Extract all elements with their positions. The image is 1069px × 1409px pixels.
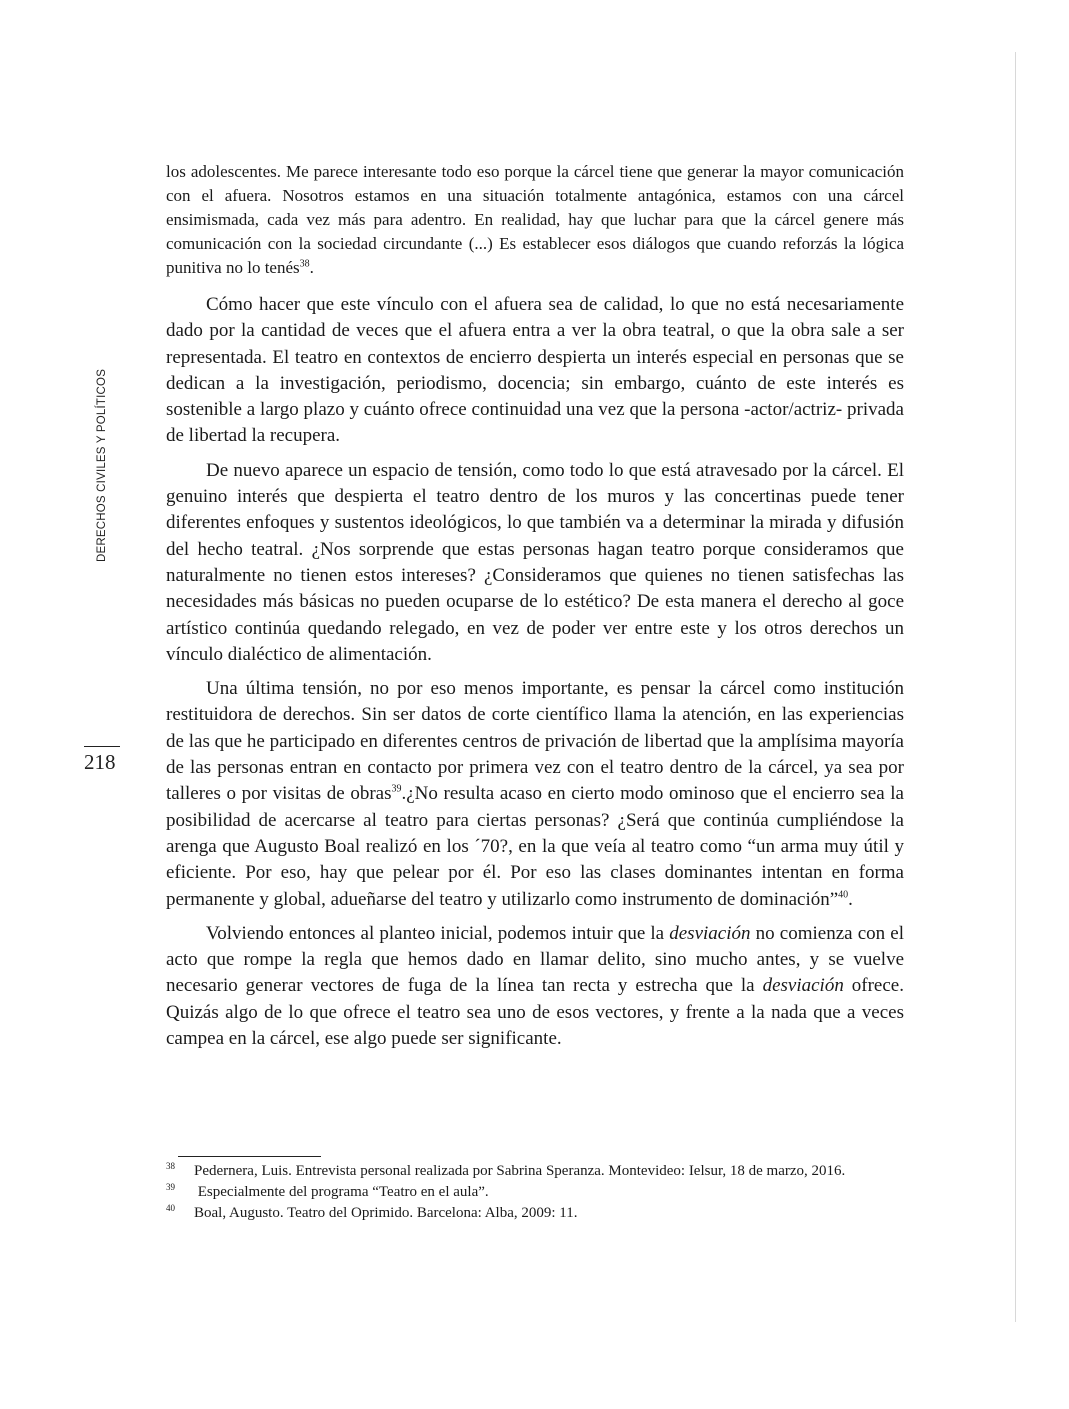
paragraph-3-part-1: Una última tensión, no por eso menos importante, es pensar la cárcel como institución restituidora de derechos. Sin ser datos de corte científico llama la atención, en las experiencias de las que he participado en diferentes centros de privación de libertad que la amplísima mayoría de las personas entran en contacto por primera vez con el teatro dentro de la cárcel, ya sea por talleres o por visitas de obras <box>166 678 904 805</box>
paragraph-4-part-a: Volviendo entonces al planteo inicial, podemos intuir que la <box>206 922 670 944</box>
footnote-text: Boal, Augusto. Teatro del Oprimido. Barcelona: Alba, 2009: 11. <box>194 1205 578 1221</box>
right-margin-rule <box>1015 52 1016 1322</box>
paragraph-4-part-c: ofrece. Quizás algo de lo que ofrece el teatro sea uno de esos vectores, y frente a la nada que a veces campea en la cárcel, ese algo puede ser significante. <box>166 975 904 1050</box>
italic-term-desviacion-1: desviación <box>669 922 751 944</box>
footnote-text: Pedernera, Luis. Entrevista personal realizada por Sabrina Speranza. Montevideo: Ielsur, 18 de marzo, 2016. <box>194 1163 846 1179</box>
paragraph-1: Cómo hacer que este vínculo con el afuera sea de calidad, lo que no está necesariamente dado por la cantidad de veces que el afuera entra a ver la obra teatral, o que la obra sale a ser representada. El teatro en contextos de encierro despierta un interés especial en personas que se dedican a la investigación, periodismo, docencia; sin embargo, cuánto de este interés es sostenible a largo plazo y cuánto ofrece continuidad una vez que la persona -actor/actriz- privada de libertad la recupera. <box>166 294 904 447</box>
page-number: 218 <box>84 750 116 774</box>
paragraph-3-part-3: . <box>848 888 853 910</box>
footnote-38: 38 Pedernera, Luis. Entrevista personal realizada por Sabrina Speranza. Montevideo: Ielsur, 18 de marzo, 2016. <box>166 1161 846 1179</box>
paragraph-2: De nuevo aparece un espacio de tensión, como todo lo que está atravesado por la cárcel. El genuino interés que despierta el teatro dentro de los muros y las concertinas puede tener diferentes enfoques y sustentos ideológicos, lo que también va a determinar la mirada y difusión del hecho teatral. ¿Nos sorprende que estas personas hagan teatro porque consideramos que naturalmente no tienen estos intereses? ¿Consideramos que quienes no tienen satisfechas las necesidades más básicas no pueden ocuparse de lo estético? De esta manera el derecho al goce artístico continúa quedando relegado, en vez de poder ver entre este y los otros derechos un vínculo dialéctico de alimentación. <box>166 459 904 665</box>
footnote-text: Especialmente del programa “Teatro en el aula”. <box>194 1184 489 1200</box>
footnotes <box>166 1161 904 1224</box>
paragraph-3-part-2: .¿No resulta acaso en cierto modo ominoso que el encierro sea la posibilidad de acercarse al teatro para ciertas personas? ¿Será que continúa cumpliéndose la arenga que Augusto Boal realizó en los ´70?, en la que veía al teatro como “un arma muy útil y eficiente. Por eso, hay que pelear por él. Por eso las clases dominantes intentan en forma permanente y global, adueñarse del teatro y utilizarlo como instrumento de dominación” <box>166 783 904 910</box>
page-number-rule <box>84 746 120 747</box>
footnote-ref-39[interactable]: 39 <box>391 784 402 796</box>
paragraph-3 <box>166 676 904 913</box>
paragraph-4-part-b: no comienza con el acto que rompe la regla que hemos dado en llamar delito, sino mucho antes, y se vuelve necesario generar vectores de fuga de la línea tan recta y estrecha que la <box>166 922 904 997</box>
quote-text: los adolescentes. Me parece interesante todo eso porque la cárcel tiene que generar la mayor comunicación con el afuera. Nosotros estamos en una situación totalmente antagónica, estamos con una cárcel ensimismada, cada vez más para adentro. En realidad, hay que luchar para que la cárcel genere más comunicación con la sociedad circundante (...) Es establecer esos diálogos que cuando reforzás la lógica punitiva no lo tenés <box>166 162 904 277</box>
footnote-39: 39 Especialmente del programa “Teatro en el aula”. <box>166 1182 489 1200</box>
footnote-ref-38[interactable]: 38 <box>299 258 310 270</box>
italic-term-desviacion-2: desviación <box>762 975 844 997</box>
block-quote <box>166 160 904 280</box>
quote-tail: . <box>309 258 314 277</box>
footnote-separator <box>178 1156 321 1157</box>
running-head: DERECHOS CIVILES Y POLÍTICOS <box>96 368 108 562</box>
paragraph-4 <box>166 921 904 1052</box>
footnote-ref-40[interactable]: 40 <box>838 889 849 901</box>
footnote-40: 40 Boal, Augusto. Teatro del Oprimido. Barcelona: Alba, 2009: 11. <box>166 1203 578 1221</box>
body-text <box>166 292 904 1060</box>
